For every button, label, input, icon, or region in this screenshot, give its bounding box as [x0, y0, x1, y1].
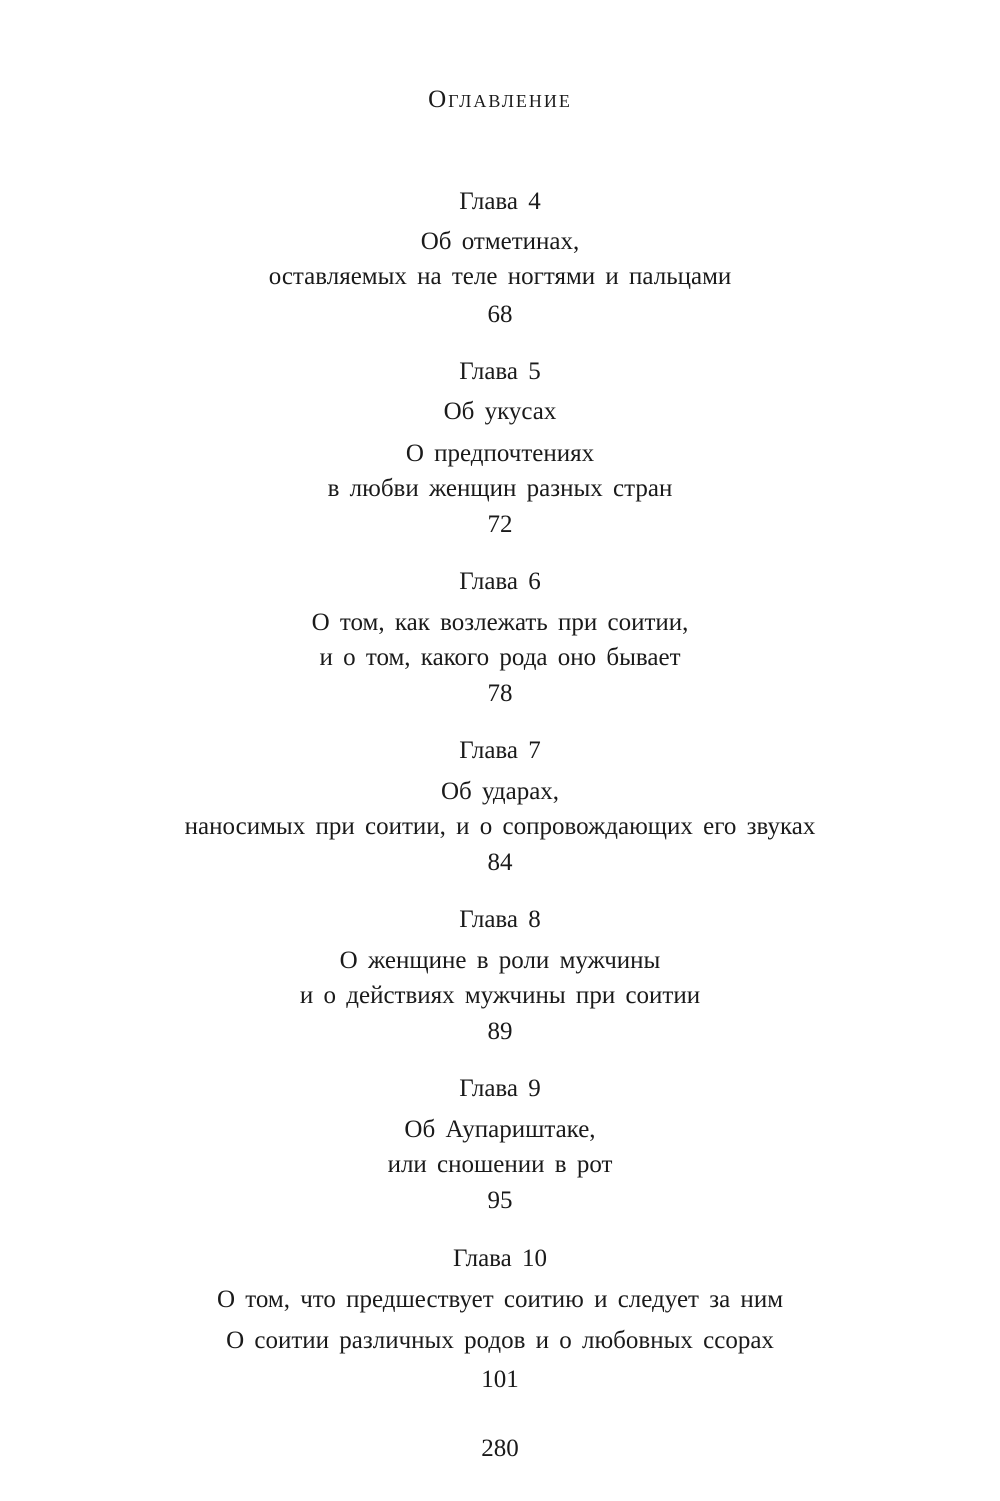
page-title: Оглавление — [428, 86, 572, 113]
chapter-7-page-number: 84 — [487, 849, 513, 876]
chapter-8-title-line-1: О женщине в роли мужчины — [339, 947, 661, 974]
chapter-9-title-line-1: Об Аупариштаке, — [404, 1116, 596, 1143]
chapter-6-page-number: 78 — [487, 680, 513, 707]
chapter-4-title-line-2: оставляемых на теле ногтями и пальцами — [268, 263, 732, 290]
chapter-10-title-line-1: О том, что предшествует соитию и следует за ним — [216, 1286, 784, 1313]
chapter-6-title-line-1: О том, как возлежать при соитии, — [311, 609, 689, 636]
chapter-8-title-line-2: и о действиях мужчины при соитии — [299, 982, 701, 1009]
chapter-10-label: Глава 10 — [453, 1245, 547, 1272]
chapter-4-label: Глава 4 — [459, 188, 541, 215]
chapter-7-title-line-1: Об ударах, — [440, 778, 560, 805]
chapter-4-title-line-1: Об отметинах, — [420, 228, 580, 255]
chapter-6-label: Глава 6 — [459, 568, 541, 595]
chapter-5-page-number: 72 — [487, 511, 513, 538]
chapter-9-page-number: 95 — [487, 1187, 513, 1214]
chapter-10-title-line-2: О соитии различных родов и о любовных ссорах — [226, 1327, 774, 1354]
chapter-5-title-line-2: О предпочтениях — [405, 440, 595, 467]
chapter-7-title-line-2: наносимых при соитии, и о сопровождающих его звуках — [184, 813, 816, 840]
chapter-10-page-number: 101 — [481, 1366, 519, 1393]
chapter-5-title-line-1: Об укусах — [443, 398, 557, 425]
chapter-8-label: Глава 8 — [459, 906, 541, 933]
chapter-8-page-number: 89 — [487, 1018, 513, 1045]
chapter-9-label: Глава 9 — [459, 1075, 541, 1102]
chapter-4-page-number: 68 — [487, 301, 513, 328]
chapter-7-label: Глава 7 — [459, 737, 541, 764]
chapter-5-label: Глава 5 — [459, 358, 541, 385]
chapter-6-title-line-2: и о том, какого рода оно бывает — [319, 644, 681, 671]
chapter-9-title-line-2: или сношении в рот — [387, 1151, 613, 1178]
chapter-5-title-line-3: в любви женщин разных стран — [327, 475, 673, 502]
folio-page-number: 280 — [481, 1435, 519, 1462]
